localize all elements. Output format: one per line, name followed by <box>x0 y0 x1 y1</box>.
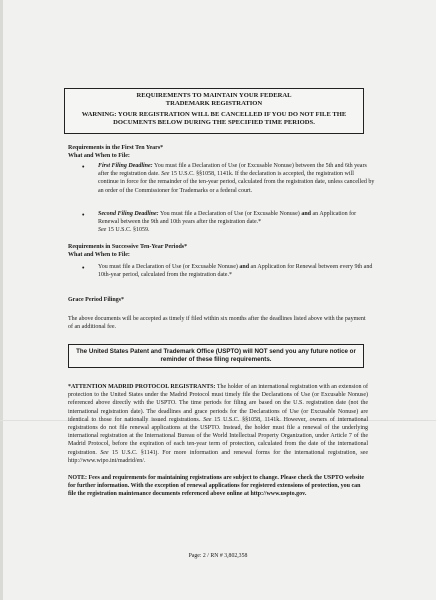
fees-note: NOTE: Fees and requirements for maintaining registrations are subject to change. Please check the USPTO website for further information. With the exception of renewal applications for registered extensions of protection, you can file the registration maintenance documents referenced above online at http://www.uspto.gov. <box>68 475 364 498</box>
madrid-protocol-heading: *ATTENTION MADRID PROTOCOL REGISTRANTS: <box>68 384 216 390</box>
first-ten-years-heading <box>68 144 348 160</box>
page-footer: Page: 2 / RN # 3,802,358 <box>188 553 248 559</box>
scan-edge <box>0 0 3 600</box>
what-when-to-file-label: What and When to File: <box>68 153 130 160</box>
bullet-marker: • <box>82 211 85 219</box>
no-reminder-notice: The United States Patent and Trademark Office (USPTO) will NOT send you any future notice or reminder of these filing requirements. <box>76 348 356 364</box>
see-citation: See <box>203 416 212 423</box>
successive-renewal-rest: an Application for Renewal between every 9th and 10th-year period, calculated from the registration date.* <box>98 264 373 279</box>
first-ten-years-title: Requirements in the First Ten Years* <box>68 145 164 151</box>
what-when-to-file-label: What and When to File: <box>68 252 130 259</box>
requirements-title: REQUIREMENTS TO MAINTAIN YOUR FEDERAL TRADEMARK REGISTRATION <box>136 92 292 108</box>
madrid-text-1: The holder of an international registration with an extension of protection to the United States under the Madrid Protocol must timely file the Declarations of Use (or Excusable Nonuse) referenced above directly with the USPTO. The time periods for filing are based on the U.S. registration date (not the international registration date). The deadlines and grace periods for the Declarations of Use (or Excusable Nonuse) are identical to those for nationally issued registrations. <box>68 384 368 423</box>
bullet-marker: • <box>82 264 85 272</box>
see-citation: See <box>98 227 107 234</box>
see-citation: See <box>100 449 109 456</box>
cancellation-warning: WARNING: YOUR REGISTRATION WILL BE CANCELLED IF YOU DO NOT FILE THE DOCUMENTS BELOW DURING THE SPECIFIED TIME PERIODS. <box>81 110 347 127</box>
second-filing-deadline-text: You must file a Declaration of Use (or Excusable Nonuse) <box>158 211 302 217</box>
madrid-protocol-paragraph <box>68 383 368 465</box>
successive-periods-title: Requirements in Successive Ten-Year Periods* <box>68 244 188 250</box>
grace-period-text: The above documents will be accepted as timely if filed within six months after the deadlines listed above with the payment of an additional fee. <box>68 316 366 331</box>
successive-renewal-text: You must file a Declaration of Use (or Excusable Nonuse) <box>98 264 240 270</box>
and-emphasis: and <box>239 264 250 270</box>
requirements-header-box <box>64 88 364 134</box>
see-citation: See <box>161 171 170 178</box>
second-filing-citation: 15 U.S.C. §1059. <box>106 227 150 234</box>
and-emphasis: and <box>301 211 311 217</box>
first-filing-deadline-rest: 15 U.S.C. §§1058, 1141k. If the declaration is accepted, the registration will continue in force for the remainder of the ten-year period, calculated from the registration date, unless cancelled by an order of the Commissioner for Trademarks or a federal court. <box>98 171 375 194</box>
second-filing-deadline-item <box>98 210 376 235</box>
madrid-text-2: 15 U.S.C. §§1058, 1141k. However, owners of international registrations do not file renewal applications at the USPTO. Instead, the holder must file a renewal of the underlying international registration at the International Bureau of the World Intellectual Property Organization, under Article 7 of the Madrid Protocol, before the expiration of each ten-year term of protection, calculated from the date of the international registration. <box>68 416 368 456</box>
no-reminder-notice-box <box>68 344 364 368</box>
first-filing-deadline-text: You must file a Declaration of Use (or Excusable Nonuse) between the 5th and 6th years after the registration date. <box>98 163 367 178</box>
successive-renewal-item <box>98 263 376 279</box>
second-filing-deadline-label: Second Filing Deadline: <box>98 211 159 217</box>
madrid-text-3: 15 U.S.C. §1141j. For more information and renewal forms for the international registration, see http://www.wipo.int/madrid/en/. <box>68 449 369 464</box>
grace-period-heading: Grace Period Filings* <box>68 297 124 303</box>
successive-periods-heading <box>68 243 348 259</box>
second-filing-deadline-rest: an Application for Renewal between the 9th and 10th years after the registration date.* <box>98 211 357 226</box>
first-filing-deadline-label: First Filing Deadline: <box>98 163 153 169</box>
first-filing-deadline-item <box>98 162 376 195</box>
bullet-marker: • <box>82 163 85 171</box>
